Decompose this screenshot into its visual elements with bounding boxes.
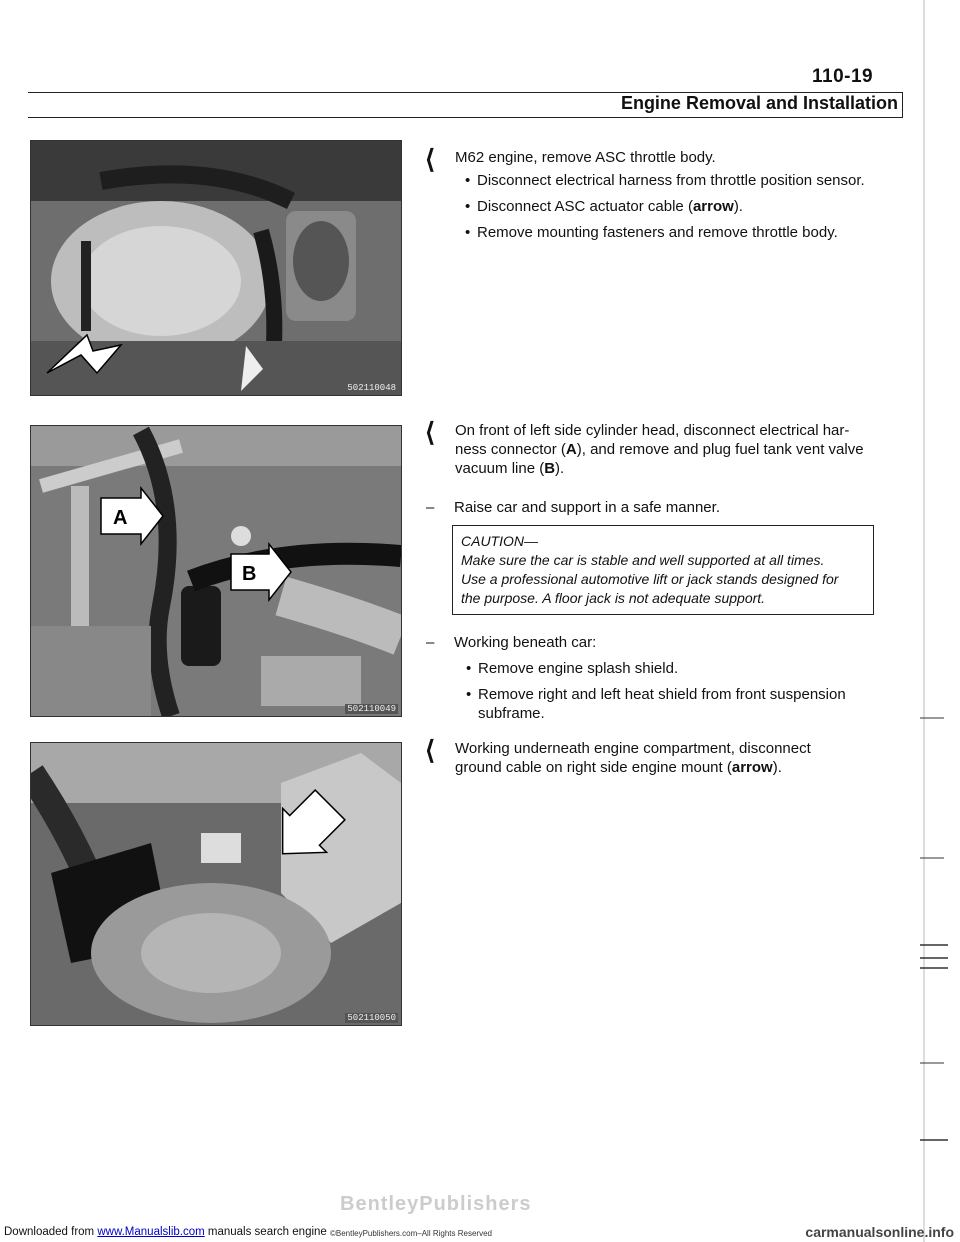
image-code: 502110048 — [347, 383, 396, 393]
image-code: 502110049 — [347, 704, 396, 714]
step-lead: On front of left side cylinder head, disconnect electrical har- ness connector (A), and remove and plug fuel tank vent valve vacuum line (B). — [455, 422, 864, 477]
caution-line: Make sure the car is stable and well supported at all times. — [461, 552, 825, 568]
bullet-item: • Disconnect ASC actuator cable (arrow). — [457, 197, 895, 216]
pointer-left-icon: ⟨ — [425, 735, 436, 765]
site-watermark: carmanualsonline.info — [805, 1224, 954, 1240]
margin-tick-marks — [920, 0, 960, 1242]
pointer-left-icon: ⟨ — [425, 144, 436, 174]
caution-line: the purpose. A floor jack is not adequate support. — [461, 590, 766, 606]
photo-connector-vacuum-line — [30, 425, 402, 717]
section-title: Engine Removal and Installation — [620, 93, 898, 113]
label-b: B — [242, 563, 257, 585]
label-a: A — [113, 507, 128, 529]
page-number: 110-19 — [812, 66, 874, 87]
caution-line: Use a professional automotive lift or jack stands designed for — [461, 571, 839, 587]
caution-box — [452, 525, 874, 615]
photo-throttle-body-graphic — [31, 141, 401, 395]
photo-ground-cable — [30, 742, 402, 1026]
step-working-beneath: – Working beneath car: • Remove engine splash shield. • Remove right and left heat shield from front suspension subframe. — [426, 633, 876, 723]
section-header-bar — [28, 92, 903, 118]
step-lead: Working underneath engine compartment, disconnect ground cable on right side engine mount (arrow). — [455, 740, 811, 776]
step-raise-car: – Raise car and support in a safe manner. — [426, 498, 894, 517]
step-throttle-body — [425, 144, 895, 242]
image-code: 502110050 — [347, 1013, 396, 1023]
step-ground-cable — [425, 735, 895, 777]
photo-ground-cable-graphic — [31, 743, 401, 1025]
download-notice: Downloaded from www.Manualslib.com manuals search engine — [4, 1226, 327, 1238]
bullet-item: • Remove engine splash shield. — [458, 659, 876, 678]
copyright-notice: ©BentleyPublishers.com–All Rights Reserved — [330, 1229, 492, 1238]
caution-title: CAUTION— — [461, 533, 538, 549]
bullet-item: • Remove right and left heat shield from front suspension — [458, 685, 876, 704]
photo-connector-graphic — [31, 426, 401, 716]
bullet-item: • Disconnect electrical harness from throttle position sensor. — [457, 171, 895, 190]
bullet-item: • Remove mounting fasteners and remove throttle body. — [457, 223, 895, 242]
pointer-left-icon: ⟨ — [425, 417, 436, 447]
bullet-continuation: subframe. — [478, 705, 545, 722]
publisher-watermark: BentleyPublishers — [340, 1193, 532, 1215]
manualslib-link[interactable]: www.Manualslib.com — [97, 1226, 205, 1238]
step-lead: M62 engine, remove ASC throttle body. — [455, 149, 716, 166]
step-connector — [425, 417, 895, 478]
photo-throttle-body — [30, 140, 402, 396]
